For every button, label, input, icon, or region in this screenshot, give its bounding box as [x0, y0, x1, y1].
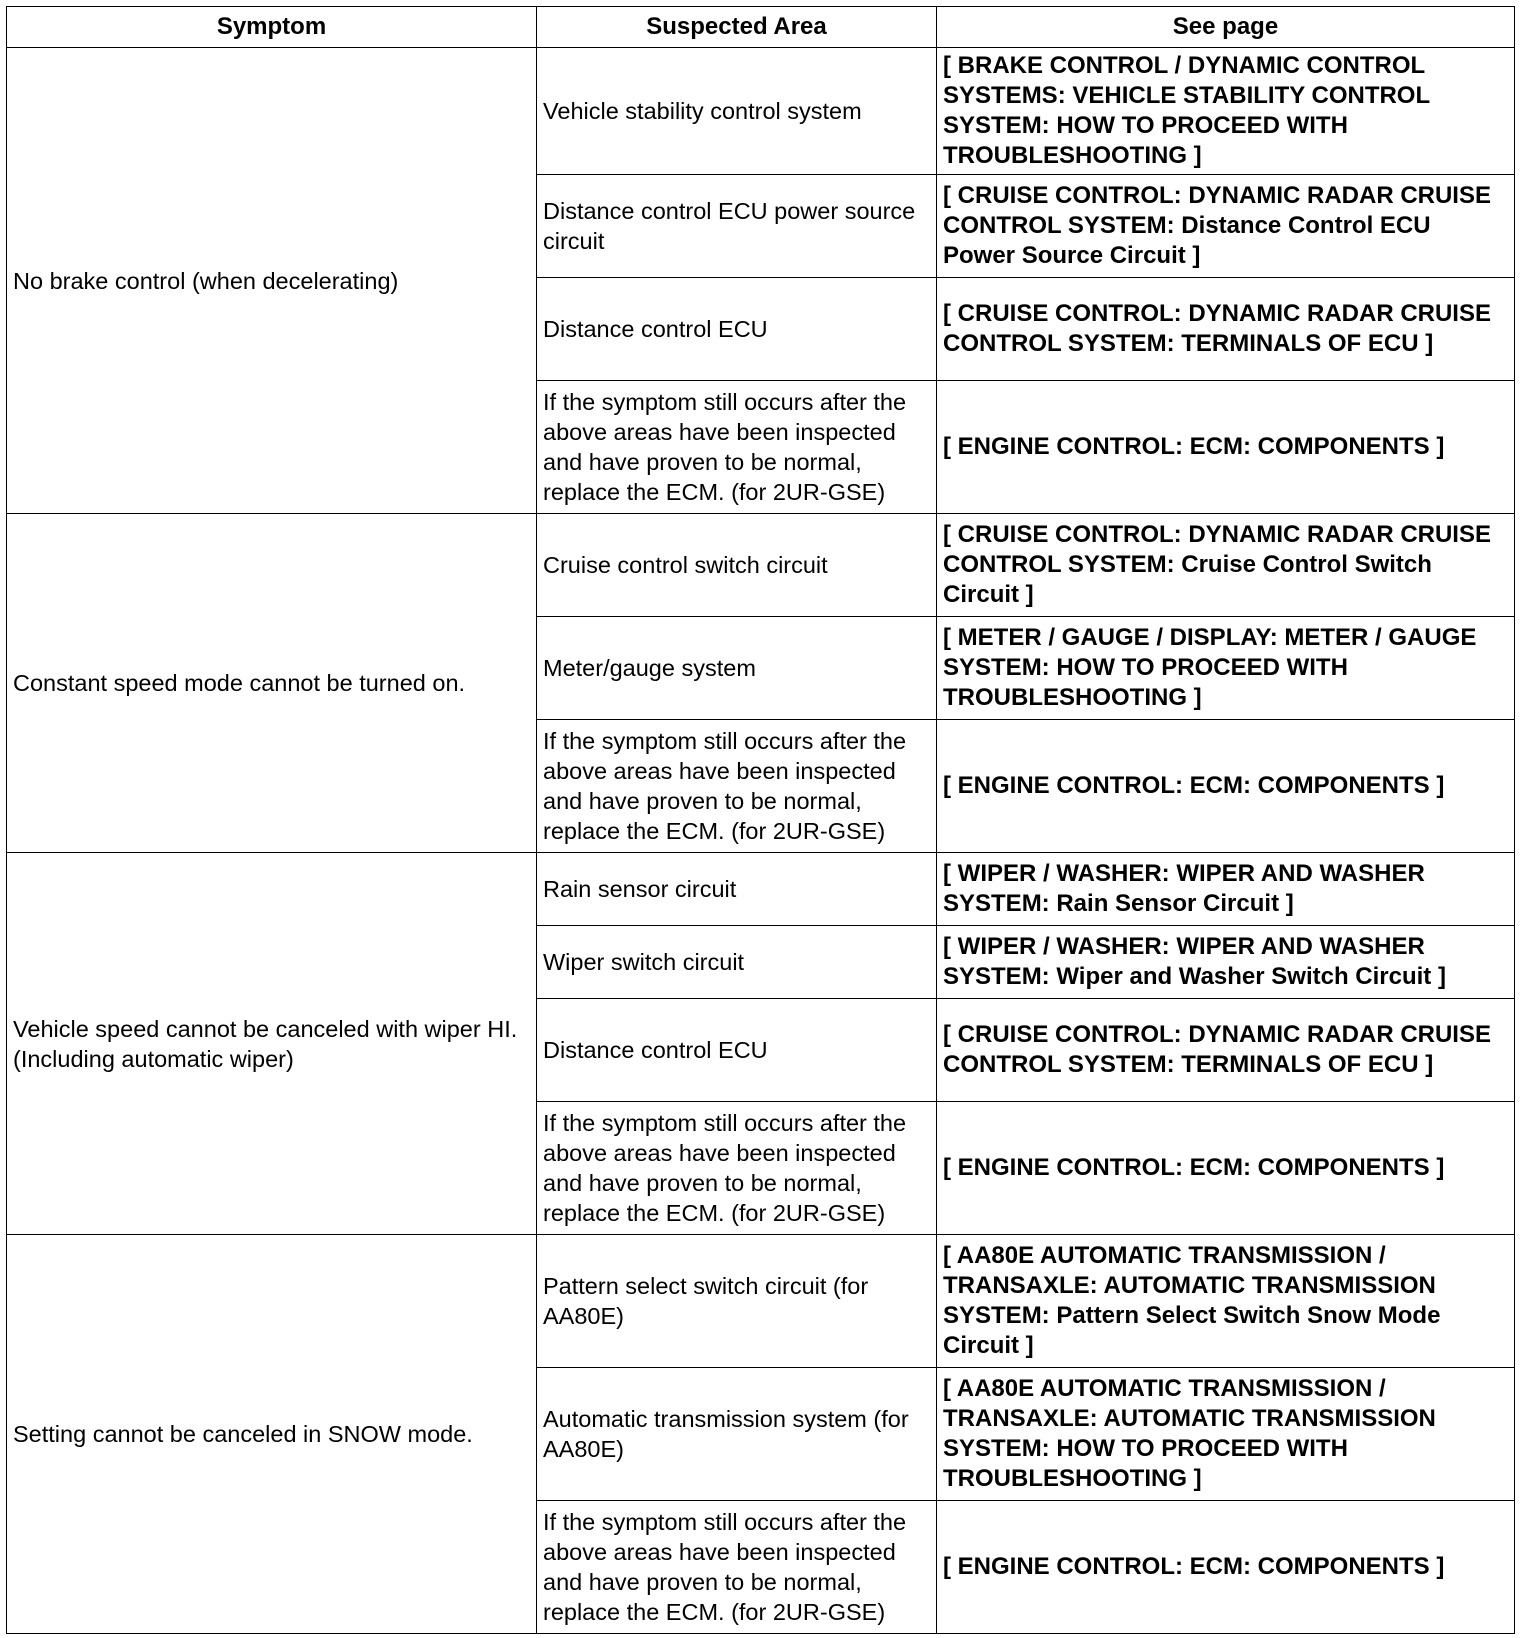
suspected-area-cell: Distance control ECU: [537, 278, 937, 381]
see-page-cell: [ CRUISE CONTROL: DYNAMIC RADAR CRUISE CONTROL SYSTEM: TERMINALS OF ECU ]: [937, 278, 1515, 381]
suspected-area-cell: Vehicle stability control system: [537, 48, 937, 175]
table-row: [7, 853, 1515, 926]
table-row: [7, 514, 1515, 617]
see-page-cell: [ ENGINE CONTROL: ECM: COMPONENTS ]: [937, 1501, 1515, 1634]
see-page-cell: [ ENGINE CONTROL: ECM: COMPONENTS ]: [937, 1102, 1515, 1235]
suspected-area-cell: Automatic transmission system (for AA80E): [537, 1368, 937, 1501]
suspected-area-cell: Pattern select switch circuit (for AA80E): [537, 1235, 937, 1368]
see-page-cell: [ BRAKE CONTROL / DYNAMIC CONTROL SYSTEMS: VEHICLE STABILITY CONTROL SYSTEM: HOW TO PROCEED WITH TROUBLESHOOTING ]: [937, 48, 1515, 175]
suspected-area-cell: If the symptom still occurs after the above areas have been inspected and have proven to be normal, replace the ECM. (for 2UR-GSE): [537, 1501, 937, 1634]
see-page-cell: [ ENGINE CONTROL: ECM: COMPONENTS ]: [937, 720, 1515, 853]
suspected-area-cell: If the symptom still occurs after the above areas have been inspected and have proven to be normal, replace the ECM. (for 2UR-GSE): [537, 381, 937, 514]
suspected-area-cell: Wiper switch circuit: [537, 926, 937, 999]
see-page-cell: [ AA80E AUTOMATIC TRANSMISSION / TRANSAXLE: AUTOMATIC TRANSMISSION SYSTEM: HOW TO PROCEED WITH TROUBLESHOOTING ]: [937, 1368, 1515, 1501]
see-page-cell: [ CRUISE CONTROL: DYNAMIC RADAR CRUISE CONTROL SYSTEM: Distance Control ECU Power Source Circuit ]: [937, 175, 1515, 278]
symptom-cell: Setting cannot be canceled in SNOW mode.: [7, 1235, 537, 1634]
suspected-area-cell: Distance control ECU power source circuit: [537, 175, 937, 278]
header-suspected-area: Suspected Area: [537, 7, 937, 48]
suspected-area-cell: If the symptom still occurs after the above areas have been inspected and have proven to be normal, replace the ECM. (for 2UR-GSE): [537, 1102, 937, 1235]
symptom-cell: Vehicle speed cannot be canceled with wiper HI. (Including automatic wiper): [7, 853, 537, 1235]
troubleshooting-table: [6, 6, 1515, 1634]
suspected-area-cell: If the symptom still occurs after the above areas have been inspected and have proven to be normal, replace the ECM. (for 2UR-GSE): [537, 720, 937, 853]
suspected-area-cell: Meter/gauge system: [537, 617, 937, 720]
table-row: [7, 48, 1515, 175]
symptom-cell: Constant speed mode cannot be turned on.: [7, 514, 537, 853]
suspected-area-cell: Rain sensor circuit: [537, 853, 937, 926]
see-page-cell: [ CRUISE CONTROL: DYNAMIC RADAR CRUISE CONTROL SYSTEM: TERMINALS OF ECU ]: [937, 999, 1515, 1102]
header-see-page: See page: [937, 7, 1515, 48]
see-page-cell: [ CRUISE CONTROL: DYNAMIC RADAR CRUISE CONTROL SYSTEM: Cruise Control Switch Circuit ]: [937, 514, 1515, 617]
see-page-cell: [ AA80E AUTOMATIC TRANSMISSION / TRANSAXLE: AUTOMATIC TRANSMISSION SYSTEM: Pattern Select Switch Snow Mode Circuit ]: [937, 1235, 1515, 1368]
table-row: [7, 1235, 1515, 1368]
see-page-cell: [ WIPER / WASHER: WIPER AND WASHER SYSTEM: Wiper and Washer Switch Circuit ]: [937, 926, 1515, 999]
suspected-area-cell: Cruise control switch circuit: [537, 514, 937, 617]
see-page-cell: [ ENGINE CONTROL: ECM: COMPONENTS ]: [937, 381, 1515, 514]
header-row: [7, 7, 1515, 48]
see-page-cell: [ WIPER / WASHER: WIPER AND WASHER SYSTEM: Rain Sensor Circuit ]: [937, 853, 1515, 926]
see-page-cell: [ METER / GAUGE / DISPLAY: METER / GAUGE SYSTEM: HOW TO PROCEED WITH TROUBLESHOOTING ]: [937, 617, 1515, 720]
symptom-cell: No brake control (when decelerating): [7, 48, 537, 514]
suspected-area-cell: Distance control ECU: [537, 999, 937, 1102]
header-symptom: Symptom: [7, 7, 537, 48]
